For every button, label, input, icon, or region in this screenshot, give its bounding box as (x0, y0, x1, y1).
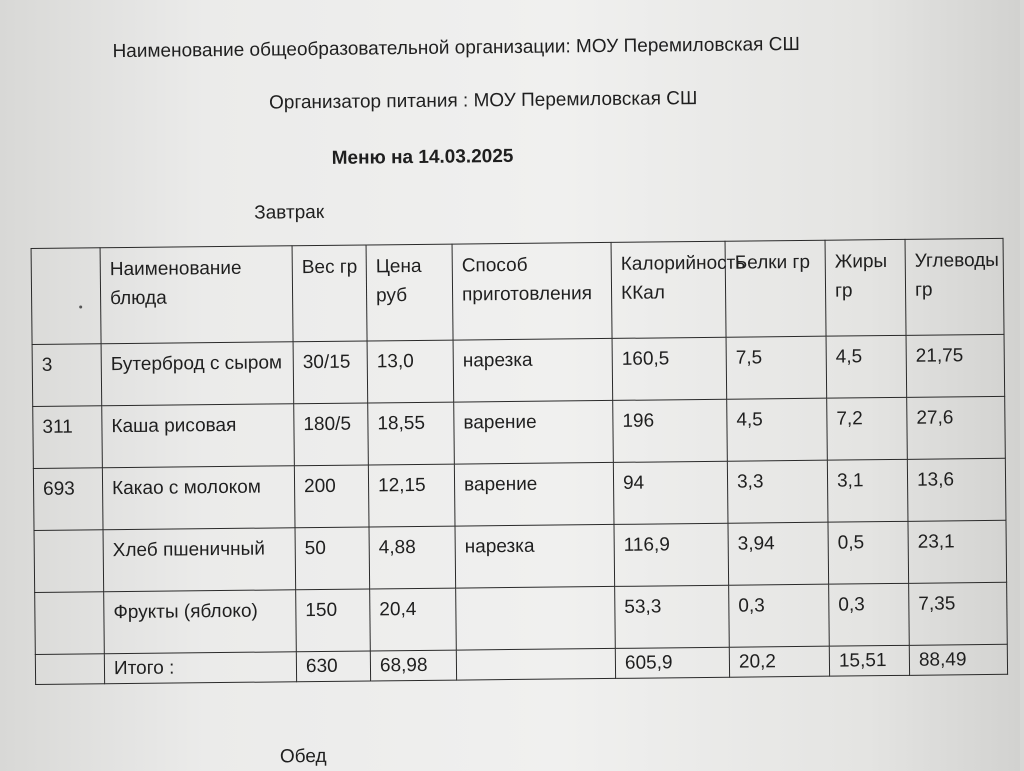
cell-weight: 50 (295, 527, 370, 590)
total-fat: 15,51 (829, 645, 909, 676)
cell-method: нарезка (455, 524, 615, 588)
cell-fat: 0,3 (829, 583, 910, 646)
col-header-name: Наименование блюда (100, 246, 293, 344)
meal-heading-lunch: Обед (279, 745, 327, 768)
cell-kcal: 94 (613, 461, 728, 524)
cell-number (35, 654, 104, 685)
cell-weight: 200 (294, 465, 369, 528)
menu-date-title: Меню на 14.03.2025 (331, 145, 514, 169)
cell-kcal: 116,9 (614, 523, 729, 586)
cell-price: 12,15 (368, 464, 455, 527)
cell-number: 3 (32, 344, 102, 407)
cell-method: варение (454, 400, 614, 464)
col-header-protein: Белки гр (725, 240, 826, 337)
cell-protein: 3,3 (727, 460, 828, 523)
cell-fat: 0,5 (828, 521, 909, 584)
cell-number (34, 530, 104, 593)
cell-dish-name: Какао с молоком (102, 466, 295, 530)
col-header-carbs: Углеводы гр (905, 238, 1004, 335)
cell-dish-name: Каша рисовая (102, 404, 295, 468)
table-row (35, 582, 1008, 654)
cell-price: 4,88 (369, 526, 456, 589)
cell-price: 18,55 (368, 402, 455, 465)
table-row (33, 396, 1006, 468)
cell-method (456, 586, 616, 650)
cell-fat: 3,1 (827, 459, 908, 522)
cell-number: 693 (33, 468, 103, 531)
total-carbs: 88,49 (909, 644, 1007, 675)
cell-carbs: 21,75 (906, 334, 1005, 397)
table-row (33, 458, 1006, 530)
cell-dish-name: Бутерброд с сыром (101, 342, 294, 406)
cell-carbs: 13,6 (907, 458, 1006, 521)
total-price: 68,98 (370, 650, 456, 681)
cell-weight: 30/15 (293, 341, 368, 404)
cell-weight: 150 (296, 589, 371, 652)
cell-dish-name: Фрукты (яблоко) (104, 590, 297, 654)
cell-kcal: 196 (613, 399, 728, 462)
cell-kcal: 53,3 (615, 585, 730, 648)
cell-protein: 4,5 (727, 398, 828, 461)
cell-method: нарезка (453, 338, 613, 402)
col-header-fat: Жиры гр (825, 239, 906, 336)
col-header-kcal: Калорийность ККал (611, 241, 726, 338)
col-header-number (31, 248, 101, 345)
cell-protein: 3,94 (728, 522, 829, 585)
table-row (34, 520, 1007, 592)
total-label: Итого : (104, 652, 296, 684)
total-kcal: 605,9 (615, 647, 729, 678)
cell-number: 311 (33, 406, 103, 469)
cell-dish-name: Хлеб пшеничный (103, 528, 296, 592)
col-header-price: Цена руб (366, 244, 453, 341)
col-header-weight: Вес гр (292, 245, 367, 342)
cell-method: варение (454, 462, 614, 526)
cell-fat: 4,5 (826, 335, 907, 398)
cell-protein: 0,3 (729, 584, 830, 647)
cell-carbs: 7,35 (909, 582, 1008, 645)
table-header-row (31, 238, 1004, 344)
organization-name: Наименование общеобразовательной организации: МОУ Перемиловская СШ (112, 33, 800, 63)
total-weight: 630 (296, 651, 370, 682)
menu-table (31, 238, 1009, 685)
total-protein: 20,2 (729, 646, 829, 677)
cell-price: 13,0 (367, 340, 454, 403)
cell-carbs: 23,1 (908, 520, 1007, 583)
cell-number (35, 592, 105, 655)
dot-mark (79, 305, 82, 308)
col-header-method: Способ приготовления (452, 242, 612, 340)
cell-price: 20,4 (370, 588, 457, 651)
cell-carbs: 27,6 (907, 396, 1006, 459)
food-organizer: Организатор питания : МОУ Перемиловская СШ (268, 88, 698, 114)
meal-heading-breakfast: Завтрак (254, 201, 325, 224)
total-method (456, 648, 615, 680)
cell-protein: 7,5 (726, 336, 827, 399)
cell-weight: 180/5 (294, 403, 369, 466)
table-row (32, 334, 1005, 406)
cell-kcal: 160,5 (612, 337, 727, 400)
cell-fat: 7,2 (827, 397, 908, 460)
